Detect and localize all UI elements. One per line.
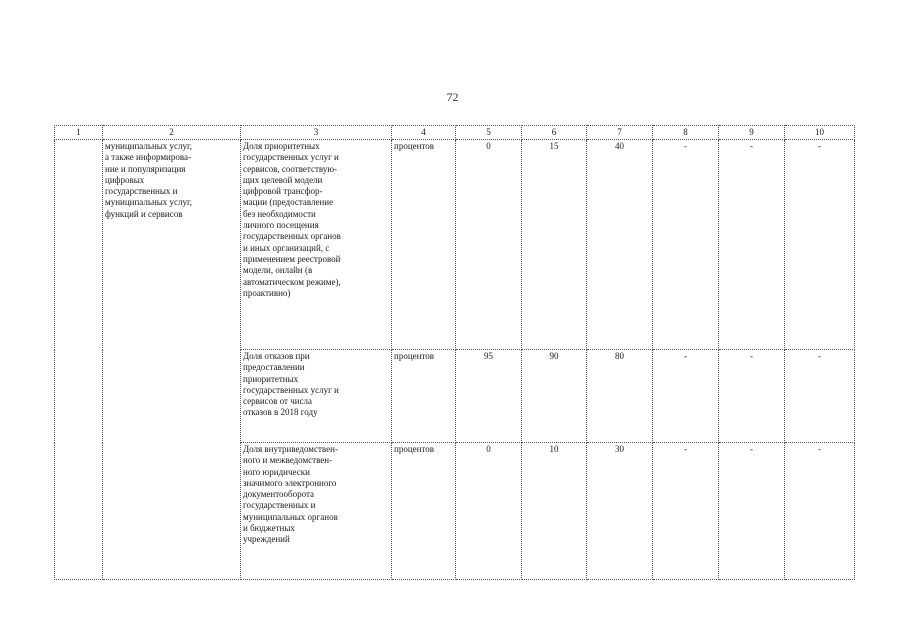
- header-col-3: 3: [241, 126, 392, 140]
- header-col-1: 1: [55, 126, 103, 140]
- header-col-9: 9: [719, 126, 785, 140]
- cell-event-name: муниципальных услуг, а также информирова- ние и популяризация цифровых государственных и муниципальных услуг, функций и сервисов: [103, 140, 241, 580]
- table-header-row: [55, 126, 855, 140]
- cell-value-6: 90: [522, 350, 587, 443]
- header-col-10: 10: [785, 126, 855, 140]
- cell-value-5: 0: [456, 140, 522, 350]
- cell-indicator-name: Доля внутриведомствен- ного и межведомствен- ного юридически значимого электронного документооборота государственных и муниципальных органов и бюджетных учреждений: [241, 443, 392, 580]
- cell-value-9: -: [719, 443, 785, 580]
- cell-number: [55, 140, 103, 580]
- page-number: 72: [446, 90, 459, 104]
- cell-value-10: -: [785, 443, 855, 580]
- cell-value-8: -: [653, 443, 719, 580]
- header-col-6: 6: [522, 126, 587, 140]
- header-col-5: 5: [456, 126, 522, 140]
- cell-unit: процентов: [392, 350, 456, 443]
- cell-indicator-name: Доля приоритетных государственных услуг и сервисов, соответствую- щих целевой модели цифровой трансфор- мации (предоставление без необходимости личного посещения государственных органов и иных организаций, с применением реестровой модели, онлайн (в автоматическом режиме), проактивно): [241, 140, 392, 350]
- cell-value-8: -: [653, 140, 719, 350]
- cell-unit: процентов: [392, 443, 456, 580]
- cell-value-10: -: [785, 140, 855, 350]
- cell-value-10: -: [785, 350, 855, 443]
- cell-value-5: 95: [456, 350, 522, 443]
- header-col-2: 2: [103, 126, 241, 140]
- table-row: [55, 140, 855, 350]
- cell-value-8: -: [653, 350, 719, 443]
- cell-value-5: 0: [456, 443, 522, 580]
- cell-value-7: 30: [587, 443, 653, 580]
- cell-value-6: 10: [522, 443, 587, 580]
- cell-value-9: -: [719, 140, 785, 350]
- cell-unit: процентов: [392, 140, 456, 350]
- cell-indicator-name: Доля отказов при предоставлении приоритетных государственных услуг и сервисов от числа отказов в 2018 году: [241, 350, 392, 443]
- cell-value-7: 40: [587, 140, 653, 350]
- header-col-8: 8: [653, 126, 719, 140]
- cell-value-6: 15: [522, 140, 587, 350]
- cell-value-7: 80: [587, 350, 653, 443]
- indicators-table: [54, 125, 855, 580]
- header-col-7: 7: [587, 126, 653, 140]
- cell-value-9: -: [719, 350, 785, 443]
- header-col-4: 4: [392, 126, 456, 140]
